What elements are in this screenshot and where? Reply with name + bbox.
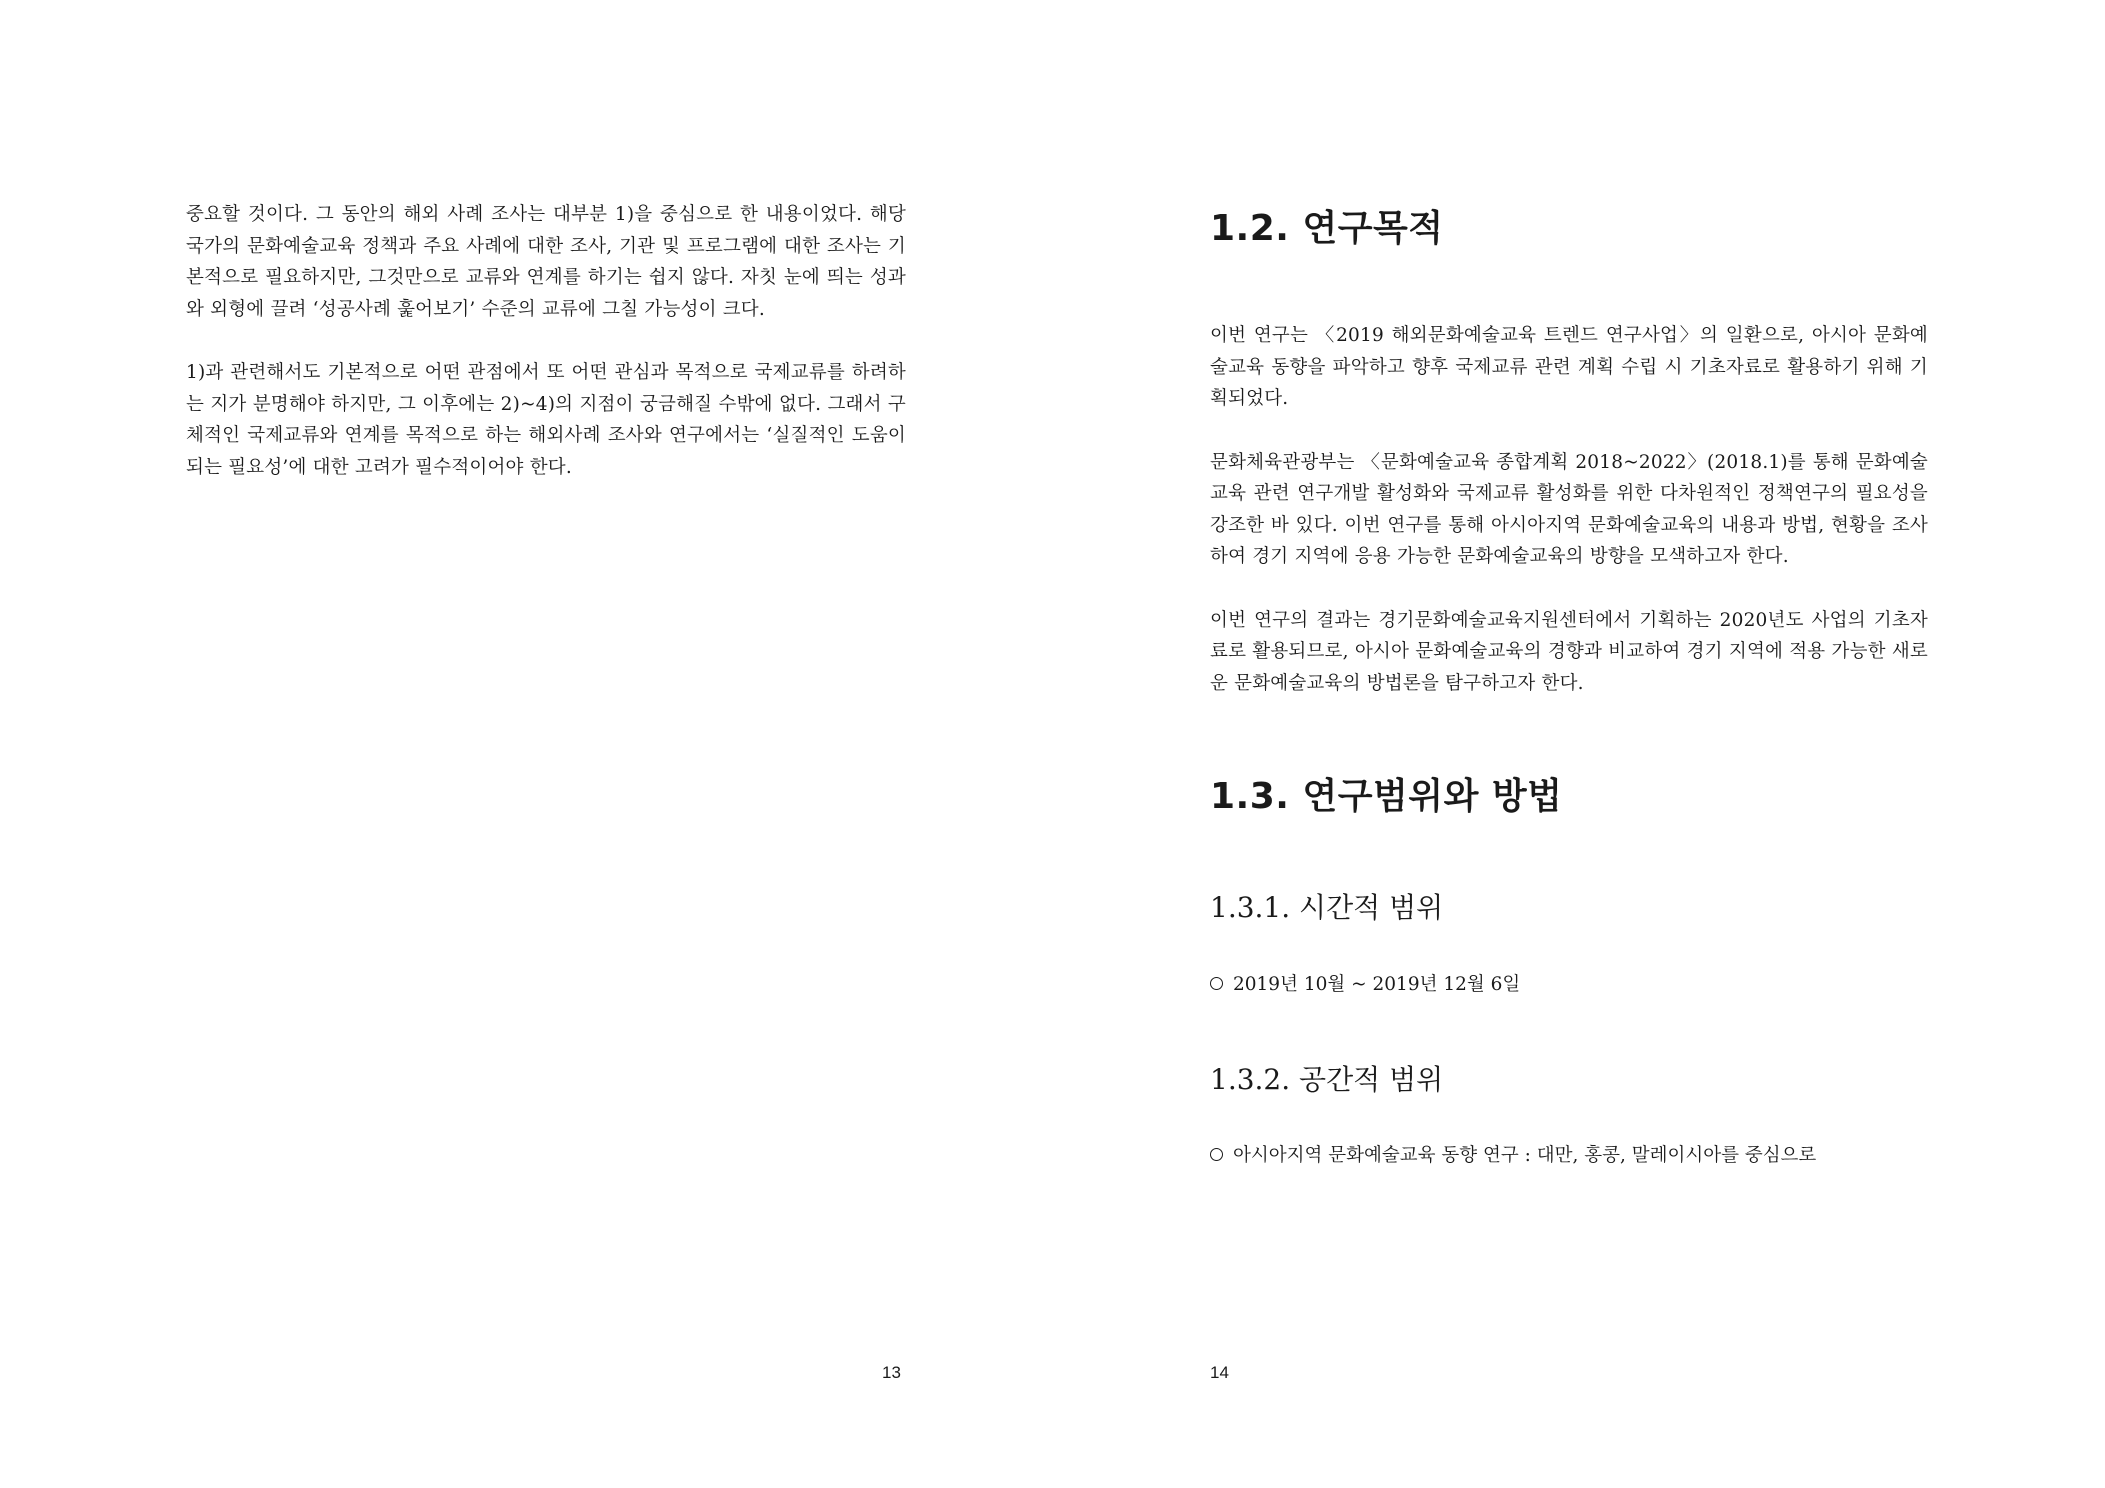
right-paragraph-1: 이번 연구는 〈2019 해외문화예술교육 트렌드 연구사업〉의 일환으로, 아시아 문화예술교육 동향을 파악하고 향후 국제교류 관련 계획 수립 시 기초자료로 활용하기 위해 기획되었다. — [1210, 325, 1928, 409]
section-heading-1-3: 1.3. 연구범위와 방법 — [1210, 776, 1563, 817]
left-paragraph-1: 중요할 것이다. 그 동안의 해외 사례 조사는 대부분 1)을 중심으로 한 내용이었다. 해당 국가의 문화예술교육 정책과 주요 사례에 대한 조사, 기관 및 프로그램에 대한 조사는 기본적으로 필요하지만, 그것만으로 교류와 연계를 하기는 쉽지 않다. 자칫 눈에 띄는 성과와 외형에 끌려 ‘성공사례 훑어보기’ 수준의 교류에 그칠 가능성이 크다. — [186, 204, 906, 320]
right-paragraph-3: 이번 연구의 결과는 경기문화예술교육지원센터에서 기획하는 2020년도 사업의 기초자료로 활용되므로, 아시아 문화예술교육의 경향과 비교하여 경기 지역에 적용 가능한 새로운 문화예술교육의 방법론을 탐구하고자 한다. — [1210, 609, 1928, 694]
left-page-body — [186, 199, 906, 483]
circle-bullet-icon — [1210, 1148, 1223, 1161]
bullet-item-spatial-range — [1210, 1141, 1816, 1167]
subsection-heading-1-3-1: 1.3.1. 시간적 범위 — [1210, 891, 1444, 924]
bullet-text-time-range: 2019년 10월 ~ 2019년 12월 6일 — [1233, 974, 1521, 995]
left-paragraph-2: 1)과 관련해서도 기본적으로 어떤 관점에서 또 어떤 관심과 목적으로 국제교류를 하려하는 지가 분명해야 하지만, 그 이후에는 2)~4)의 지점이 궁금해질 수밖에 없다. 그래서 구체적인 국제교류와 연계를 목적으로 하는 해외사례 조사와 연구에서는 ‘실질적인 도움이 되는 필요성’에 대한 고려가 필수적이어야 한다. — [186, 362, 906, 478]
page-number-right: 14 — [1210, 1363, 1229, 1382]
bullet-text-spatial-range: 아시아지역 문화예술교육 동향 연구 : 대만, 홍콩, 말레이시아를 중심으로 — [1233, 1145, 1817, 1166]
subsection-heading-1-3-2: 1.3.2. 공간적 범위 — [1210, 1063, 1444, 1096]
section-heading-1-2: 1.2. 연구목적 — [1210, 208, 1444, 249]
section-1-2-paragraphs — [1210, 320, 1928, 699]
right-page — [1052, 0, 2104, 1488]
bullet-item-time-range — [1210, 970, 1520, 996]
page-number-left: 13 — [882, 1363, 901, 1382]
right-paragraph-2: 문화체육관광부는 〈문화예술교육 종합계획 2018~2022〉(2018.1)를 통해 문화예술교육 관련 연구개발 활성화와 국제교류 활성화를 위한 다차원적인 정책연구의 필요성을 강조한 바 있다. 이번 연구를 통해 아시아지역 문화예술교육의 내용과 방법, 현황을 조사하여 경기 지역에 응용 가능한 문화예술교육의 방향을 모색하고자 한다. — [1210, 451, 1928, 567]
circle-bullet-icon — [1210, 977, 1223, 990]
left-page — [0, 0, 1052, 1488]
